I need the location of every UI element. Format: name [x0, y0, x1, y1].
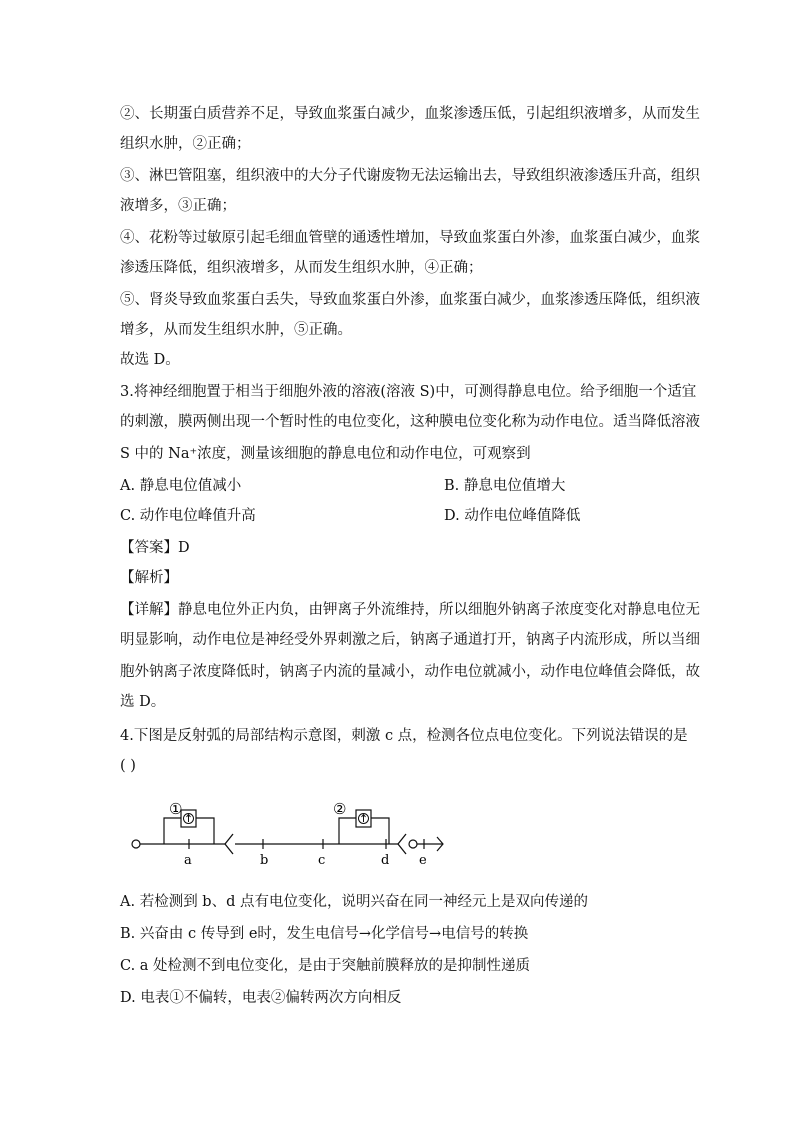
- synapse-1-terminal: [225, 834, 233, 854]
- analysis-item-3-line-2: 液增多，③正确；: [120, 198, 236, 214]
- question-3-detail-line-2: 明显影响，动作电位是神经受外界刺激之后，钠离子通道打开，钠离子内流形成，所以当细: [120, 632, 700, 648]
- analysis-item-5-line-1: ⑤、肾炎导致血浆蛋白丢失，导致血浆蛋白外渗，血浆蛋白减少，血浆渗透压降低，组织液: [120, 292, 700, 308]
- neuron-3-cell-body: [409, 840, 417, 848]
- question-3-stem-line-1: 3.将神经细胞置于相当于细胞外液的溶液(溶液 S)中，可测得静息电位。给予细胞一个适宜: [120, 384, 697, 400]
- analysis-item-3-line-1: ③、淋巴管阻塞，组织液中的大分子代谢废物无法运输出去，导致组织液渗透压升高，组织: [120, 168, 700, 184]
- label-e: e: [419, 853, 427, 868]
- question-4-stem-line-1: 4.下图是反射弧的局部结构示意图，刺激 c 点，检测各位点电位变化。下列说法错误的是: [120, 728, 688, 744]
- question-4-stem-line-2: ( ): [120, 758, 136, 774]
- reflex-arc-diagram: [125, 792, 455, 876]
- question-3-option-c: C. 动作电位峰值升高: [120, 508, 256, 524]
- label-a: a: [184, 853, 192, 868]
- question-4-option-c: C. a 处检测不到电位变化，是由于突触前膜释放的是抑制性递质: [120, 958, 531, 974]
- question-3-stem-line-3: S 中的 Na⁺浓度，测量该细胞的静息电位和动作电位，可观察到: [120, 446, 531, 462]
- analysis-item-5-line-2: 增多，从而发生组织水肿，⑤正确。: [120, 322, 352, 338]
- analysis-item-4-line-1: ④、花粉等过敏原引起毛细血管壁的通透性增加，导致血浆蛋白外渗，血浆蛋白减少，血浆: [120, 230, 700, 246]
- question-3-answer: 【答案】D: [120, 540, 190, 556]
- meter-2-label: ②: [333, 800, 347, 818]
- analysis-item-2-line-1: ②、长期蛋白质营养不足，导致血浆蛋白减少，血浆渗透压低，引起组织液增多，从而发生: [120, 106, 700, 122]
- question-4-option-b: B. 兴奋由 c 传导到 e时，发生电信号→化学信号→电信号的转换: [120, 926, 529, 942]
- question-4-option-a: A. 若检测到 b、d 点有电位变化，说明兴奋在同一神经元上是双向传递的: [120, 894, 588, 910]
- label-d: d: [381, 853, 390, 868]
- synapse-2-terminal: [398, 834, 406, 854]
- analysis-item-4-line-2: 渗透压降低，组织液增多，从而发生组织水肿，④正确；: [120, 260, 483, 276]
- question-3-detail-line-1: 【详解】静息电位外正内负，由钾离子外流维持，所以细胞外钠离子浓度变化对静息电位无: [120, 602, 700, 618]
- question-3-stem-line-2: 的刺激，膜两侧出现一个暂时性的电位变化，这种膜电位变化称为动作电位。适当降低溶液: [120, 414, 700, 430]
- question-3-detail-line-3: 胞外钠离子浓度降低时，钠离子内流的量减小，动作电位就减小，动作电位峰值会降低，故: [120, 664, 700, 680]
- reflex-arc-svg: [125, 792, 455, 872]
- question-3-analysis-heading: 【解析】: [120, 570, 178, 586]
- question-3-option-a: A. 静息电位值减小: [120, 478, 242, 494]
- meter-1-label: ①: [169, 800, 183, 818]
- analysis-item-2-line-2: 组织水肿，②正确；: [120, 136, 251, 152]
- question-3-option-d: D. 动作电位峰值降低: [444, 508, 581, 524]
- question-4-option-d: D. 电表①不偏转，电表②偏转两次方向相反: [120, 990, 402, 1006]
- question-3-detail-line-4: 选 D。: [120, 694, 166, 710]
- label-b: b: [260, 853, 269, 868]
- question-3-option-b: B. 静息电位值增大: [444, 478, 566, 494]
- neuron-1-cell-body: [132, 840, 140, 848]
- label-c: c: [318, 853, 326, 868]
- analysis-conclusion: 故选 D。: [120, 352, 180, 368]
